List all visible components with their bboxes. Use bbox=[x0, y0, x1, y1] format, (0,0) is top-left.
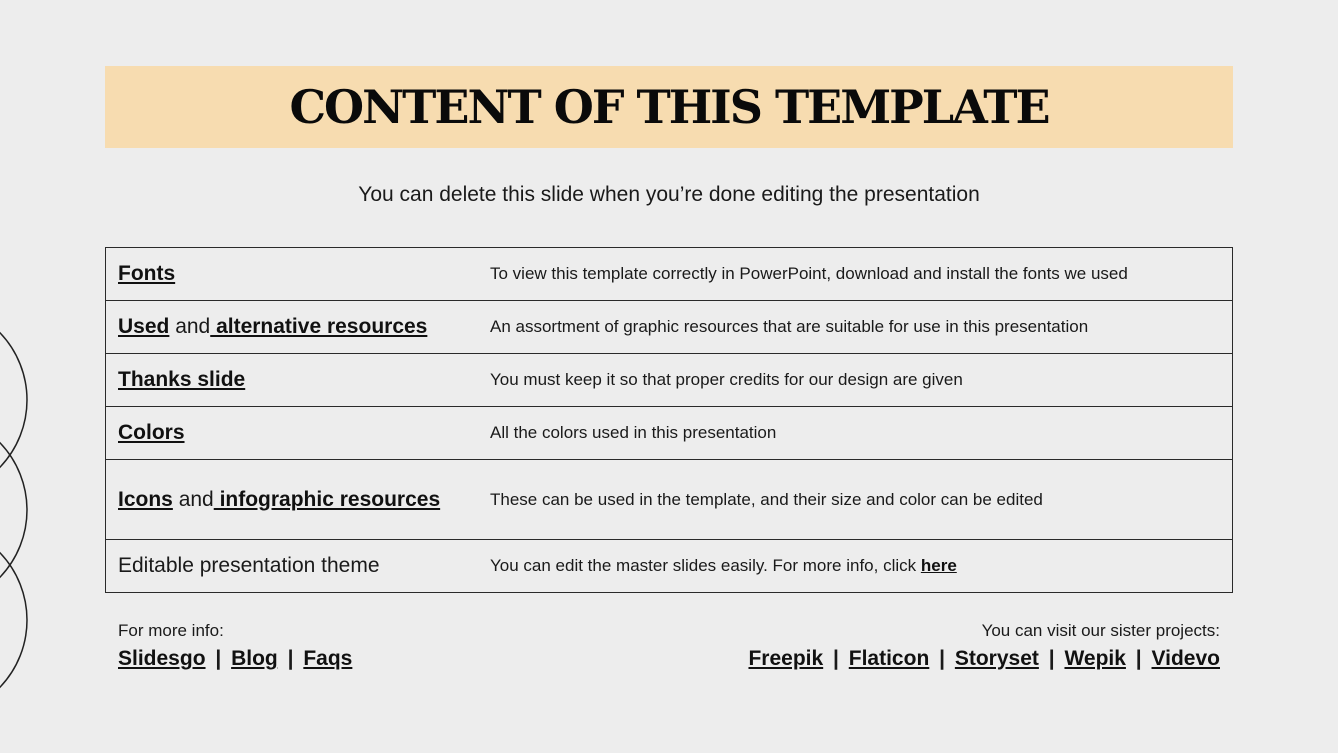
separator: | bbox=[939, 647, 946, 670]
faqs-link[interactable]: Faqs bbox=[303, 647, 353, 670]
separator: | bbox=[215, 647, 222, 670]
title-band bbox=[105, 66, 1233, 148]
row-description: These can be used in the template, and their size and color can be edited bbox=[478, 460, 1233, 540]
row-description: To view this template correctly in PowerPoint, download and install the fonts we used bbox=[478, 248, 1233, 301]
separator: | bbox=[1048, 647, 1055, 670]
row-description: All the colors used in this presentation bbox=[478, 407, 1233, 460]
here-link[interactable]: here bbox=[920, 556, 957, 575]
freepik-link[interactable]: Freepik bbox=[748, 647, 824, 670]
row-description: You must keep it so that proper credits for our design are given bbox=[478, 354, 1233, 407]
infographic-resources-link[interactable]: infographic resources bbox=[213, 487, 441, 511]
footer-sister-projects bbox=[748, 621, 1220, 671]
table-row bbox=[106, 354, 1233, 407]
thanks-slide-link[interactable]: Thanks slide bbox=[118, 368, 246, 391]
content-table bbox=[105, 247, 1233, 593]
alternative-resources-link[interactable]: alternative resources bbox=[210, 315, 428, 338]
wepik-link[interactable]: Wepik bbox=[1064, 647, 1126, 670]
flaticon-link[interactable]: Flaticon bbox=[848, 647, 930, 670]
videvo-link[interactable]: Videvo bbox=[1151, 647, 1220, 670]
row-connector-text: and bbox=[172, 487, 214, 511]
page-title: CONTENT OF THIS TEMPLATE bbox=[289, 80, 1049, 134]
footer-more-info bbox=[118, 621, 352, 671]
slidesgo-link[interactable]: Slidesgo bbox=[118, 647, 206, 670]
decorative-circles bbox=[0, 0, 60, 753]
row-description: You can edit the master slides easily. For more info, click bbox=[490, 556, 921, 575]
icons-link[interactable]: Icons bbox=[118, 487, 173, 511]
used-resources-link[interactable]: Used bbox=[118, 315, 170, 338]
footer-right-label: You can visit our sister projects: bbox=[981, 621, 1220, 640]
table-row bbox=[106, 460, 1233, 540]
table-row bbox=[106, 407, 1233, 460]
subtitle: You can delete this slide when you’re done editing the presentation bbox=[358, 183, 980, 206]
table-row bbox=[106, 248, 1233, 301]
separator: | bbox=[287, 647, 294, 670]
row-description: An assortment of graphic resources that are suitable for use in this presentation bbox=[478, 301, 1233, 354]
table-row bbox=[106, 540, 1233, 593]
separator: | bbox=[1135, 647, 1142, 670]
separator: | bbox=[833, 647, 839, 670]
fonts-link[interactable]: Fonts bbox=[118, 262, 176, 285]
colors-link[interactable]: Colors bbox=[118, 421, 185, 444]
editable-theme-label: Editable presentation theme bbox=[118, 554, 380, 577]
footer-left-label: For more info: bbox=[118, 621, 224, 640]
blog-link[interactable]: Blog bbox=[231, 647, 278, 670]
table-row bbox=[106, 301, 1233, 354]
storyset-link[interactable]: Storyset bbox=[954, 647, 1039, 670]
row-connector-text: and bbox=[169, 315, 211, 338]
